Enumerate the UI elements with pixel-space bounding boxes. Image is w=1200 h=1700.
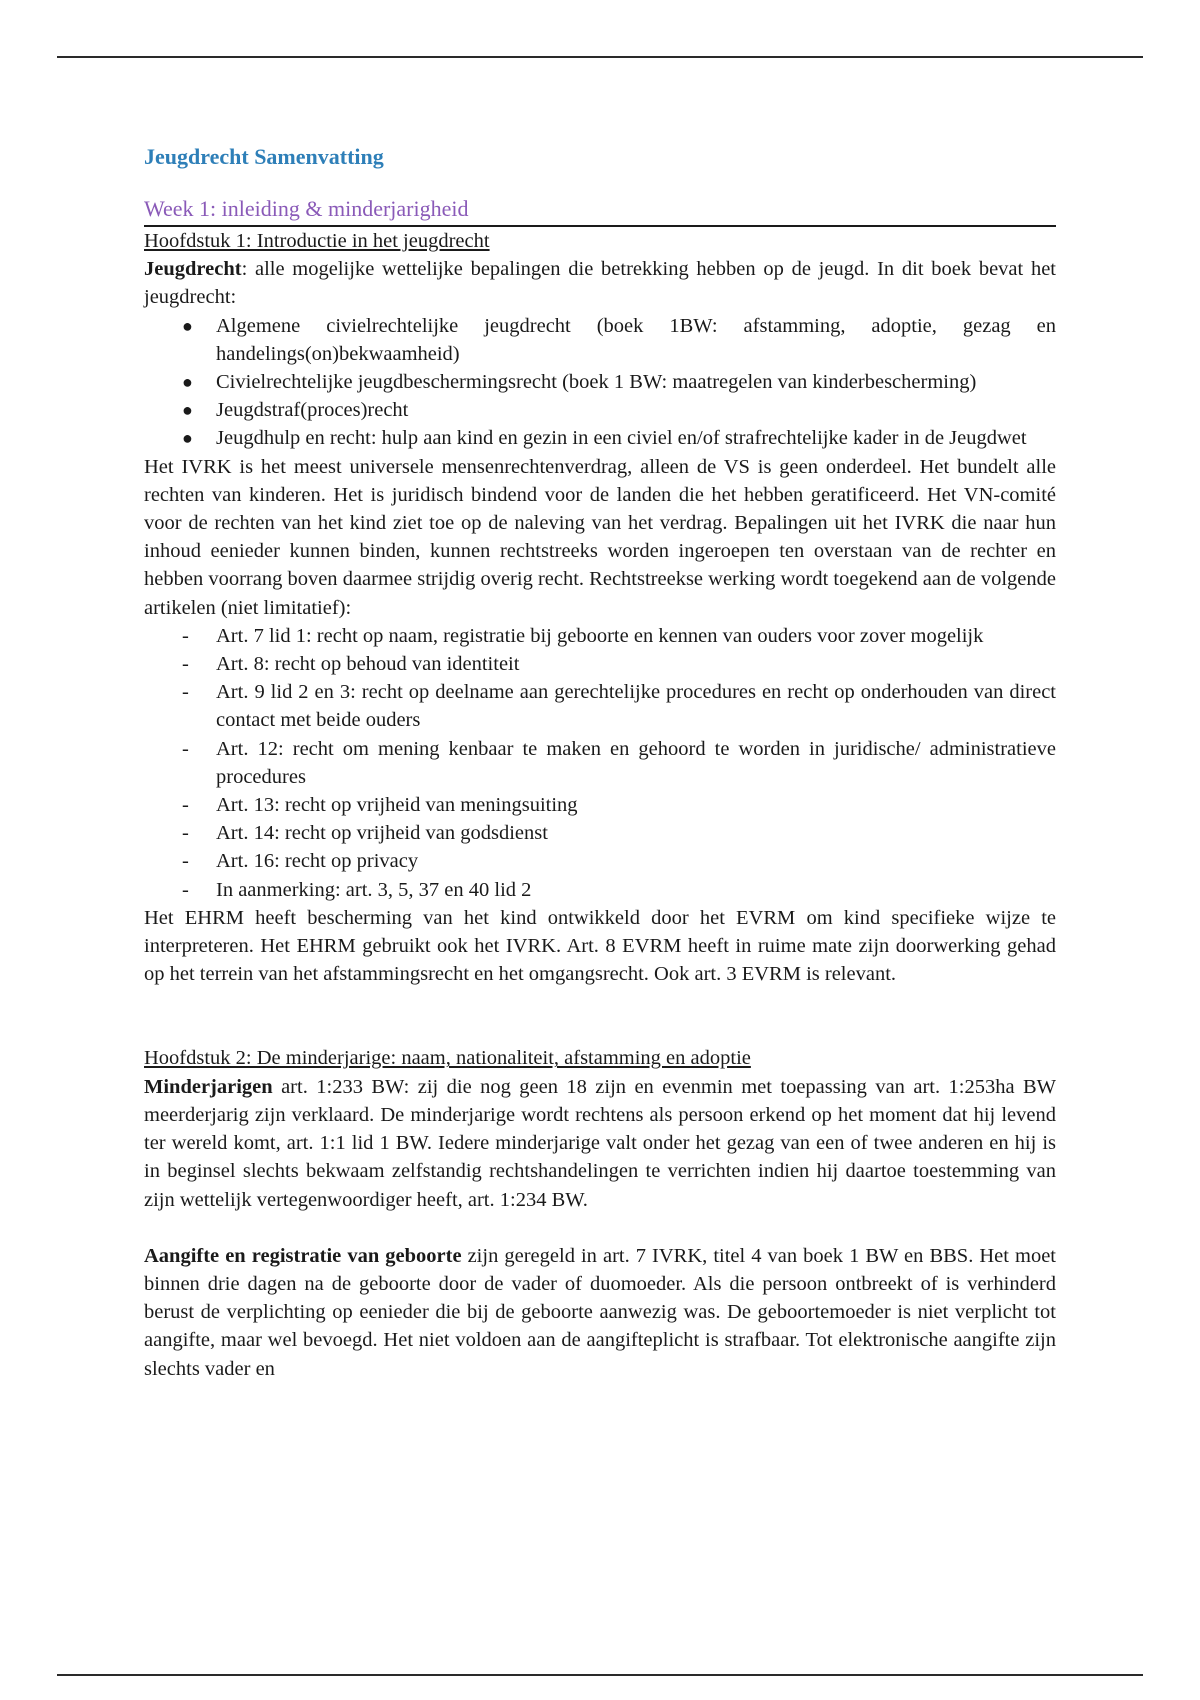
jeugdrecht-definition bbox=[144, 255, 1056, 311]
list-item-text: Art. 14: recht op vrijheid van godsdienst bbox=[216, 822, 548, 845]
dash-icon: - bbox=[182, 624, 189, 647]
list-item-text: Jeugdstraf(proces)recht bbox=[216, 399, 409, 422]
bullet-icon: ● bbox=[182, 428, 193, 449]
list-item bbox=[144, 396, 1056, 424]
geboorte-text: zijn geregeld in art. 7 IVRK, titel 4 van boek 1 BW en BBS. Het moet binnen drie dagen na de geboorte door de vader of duomoeder. Als die persoon ontbreekt of is verhinderd berust de verplichting op eenieder die bij de geboorte aanwezig was. De geboortemoeder is niet verplicht tot aangifte, maar wel bevoegd. Het niet voldoen aan de aangifteplicht is strafbaar. Tot elektronische aangifte zijn slechts vader en bbox=[144, 1244, 1056, 1380]
dash-icon: - bbox=[182, 822, 189, 845]
list-item bbox=[144, 791, 1056, 819]
ivrk-articles-list bbox=[144, 622, 1056, 904]
minderjarigen-paragraph bbox=[144, 1073, 1056, 1214]
jeugdrecht-components-list bbox=[144, 312, 1056, 453]
document-title: Jeugdrecht Samenvatting bbox=[144, 144, 384, 169]
ivrk-paragraph: Het IVRK is het meest universele mensenrechtenverdrag, alleen de VS is geen onderdeel. Het bundelt alle rechten van kinderen. Het is juridisch bindend voor de landen die het hebben geratificeerd. Het VN-comité voor de rechten van het kind ziet toe op de naleving van het verdrag. Bepalingen uit het IVRK die naar hun inhoud eenieder kunnen binden, kunnen rechtstreeks worden ingeroepen ten overstaan van de rechter en hebben voorrang boven daarmee strijdig overig recht. Rechtstreekse werking wordt toegekend aan de volgende artikelen (niet limitatief): bbox=[144, 455, 1056, 619]
list-item bbox=[144, 735, 1056, 791]
list-item-text: Civielrechtelijke jeugdbeschermingsrecht (boek 1 BW: maatregelen van kinderbescherming) bbox=[216, 371, 977, 394]
geboorte-paragraph bbox=[144, 1242, 1056, 1383]
list-item-text: Jeugdhulp en recht: hulp aan kind en gezin in een civiel en/of strafrechtelijke kader in de Jeugdwet bbox=[216, 427, 1027, 450]
list-item-text: Algemene civielrechtelijke jeugdrecht (boek 1BW: afstamming, adoptie, gezag en handelings(on)bekwaamheid) bbox=[216, 314, 1056, 365]
paragraph-spacer bbox=[144, 1214, 1056, 1242]
list-item-text: Art. 16: recht op privacy bbox=[216, 850, 419, 873]
list-item bbox=[144, 650, 1056, 678]
bullet-icon: ● bbox=[182, 315, 193, 336]
list-item-text: Art. 9 lid 2 en 3: recht op deelname aan gerechtelijke procedures en recht op onderhouden van direct contact met beide ouders bbox=[216, 681, 1056, 732]
chapter-1-heading: Hoofdstuk 1: Introductie in het jeugdrecht bbox=[144, 230, 490, 252]
list-item-text: In aanmerking: art. 3, 5, 37 en 40 lid 2 bbox=[216, 878, 532, 901]
week-heading: Week 1: inleiding & minderjarigheid bbox=[144, 194, 1056, 227]
document-body bbox=[144, 142, 1056, 1383]
section-spacer bbox=[144, 988, 1056, 1044]
dash-icon: - bbox=[182, 850, 189, 873]
top-page-rule bbox=[57, 56, 1143, 58]
chapter-2-heading: Hoofdstuk 2: De minderjarige: naam, nationaliteit, afstamming en adoptie bbox=[144, 1047, 751, 1070]
dash-icon: - bbox=[182, 681, 189, 704]
list-item bbox=[144, 368, 1056, 396]
list-item bbox=[144, 678, 1056, 734]
ehrm-paragraph: Het EHRM heeft bescherming van het kind ontwikkeld door het EVRM om kind specifieke wijze te interpreteren. Het EHRM gebruikt ook het IVRK. Art. 8 EVRM heeft in ruime mate zijn doorwerking gehad op het terrein van het afstammingsrecht en het omgangsrecht. Ook art. 3 EVRM is relevant. bbox=[144, 906, 1056, 986]
dash-icon: - bbox=[182, 653, 189, 676]
dash-icon: - bbox=[182, 794, 189, 817]
bottom-page-rule bbox=[57, 1674, 1143, 1676]
bullet-icon: ● bbox=[182, 400, 193, 421]
list-item bbox=[144, 312, 1056, 368]
dash-icon: - bbox=[182, 878, 189, 901]
minderjarigen-term: Minderjarigen bbox=[144, 1075, 273, 1098]
list-item-text: Art. 8: recht op behoud van identiteit bbox=[216, 653, 520, 676]
jeugdrecht-definition-text: : alle mogelijke wettelijke bepalingen die betrekking hebben op de jeugd. In dit boek bevat het jeugdrecht: bbox=[144, 258, 1056, 309]
minderjarigen-text: art. 1:233 BW: zij die nog geen 18 zijn en evenmin met toepassing van art. 1:253ha BW meerderjarig zijn verklaard. De minderjarige wordt rechtens als persoon erkend op het moment dat hij levend ter wereld komt, art. 1:1 lid 1 BW. Iedere minderjarige valt onder het gezag van een of twee anderen en hij is in beginsel slechts bekwaam zelfstandig rechtshandelingen te verrichten indien hij daartoe toestemming van zijn wettelijk vertegenwoordiger heeft, art. 1:234 BW. bbox=[144, 1075, 1056, 1211]
bullet-icon: ● bbox=[182, 372, 193, 393]
list-item bbox=[144, 819, 1056, 847]
list-item-text: Art. 13: recht op vrijheid van meningsuiting bbox=[216, 794, 578, 817]
list-item bbox=[144, 424, 1056, 452]
dash-icon: - bbox=[182, 737, 189, 760]
list-item bbox=[144, 847, 1056, 875]
list-item bbox=[144, 876, 1056, 904]
list-item-text: Art. 12: recht om mening kenbaar te maken en gehoord te worden in juridische/ administratieve procedures bbox=[216, 737, 1056, 788]
list-item bbox=[144, 622, 1056, 650]
geboorte-term: Aangifte en registratie van geboorte bbox=[144, 1244, 462, 1267]
jeugdrecht-term: Jeugdrecht bbox=[144, 258, 242, 281]
list-item-text: Art. 7 lid 1: recht op naam, registratie bij geboorte en kennen van ouders voor zover mogelijk bbox=[216, 624, 984, 647]
